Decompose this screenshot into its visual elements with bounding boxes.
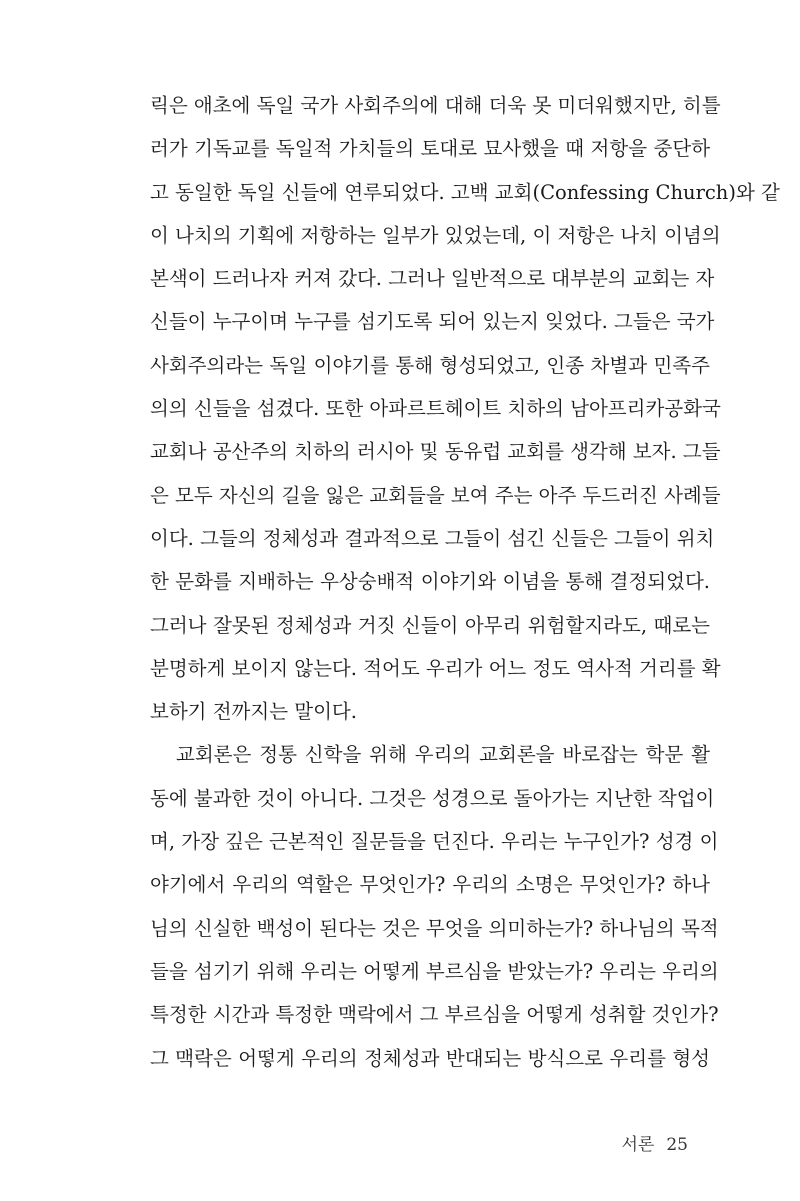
- page-footer: [622, 1130, 689, 1155]
- text-line: 의의 신들을 섬겼다. 또한 아파르트헤이트 치하의 남아프리카공화국: [150, 397, 721, 421]
- text-line: 고 동일한 독일 신들에 연루되었다. 고백 교회(Confessing Church)와 같: [150, 180, 780, 204]
- text-line: 본색이 드러나자 커져 갔다. 그러나 일반적으로 대부분의 교회는 자: [150, 267, 715, 291]
- text-line: 교회나 공산주의 치하의 러시아 및 동유럽 교회를 생각해 보자. 그들: [150, 440, 721, 464]
- page-number: 25: [666, 1135, 688, 1155]
- text-line: 이다. 그들의 정체성과 결과적으로 그들이 섬긴 신들은 그들이 위치: [150, 526, 715, 550]
- text-line: 러가 기독교를 독일적 가치들의 토대로 묘사했을 때 저항을 중단하: [150, 137, 710, 161]
- text-line: 분명하게 보이지 않는다. 적어도 우리가 어느 정도 역사적 거리를 확: [150, 656, 721, 680]
- text-line: 교회론은 정통 신학을 위해 우리의 교회론을 바로잡는 학문 활: [176, 743, 710, 767]
- text-line: 야기에서 우리의 역할은 무엇인가? 우리의 소명은 무엇인가? 하나: [150, 873, 710, 897]
- text-line: 그러나 잘못된 정체성과 거짓 신들이 아무리 위험할지라도, 때로는: [150, 613, 710, 637]
- body-text: [150, 84, 780, 1080]
- text-line: 특정한 시간과 특정한 맥락에서 그 부르심을 어떻게 성취할 것인가?: [150, 1003, 719, 1027]
- text-line: 그 맥락은 어떻게 우리의 정체성과 반대되는 방식으로 우리를 형성: [150, 1046, 710, 1070]
- text-line: 님의 신실한 백성이 된다는 것은 무엇을 의미하는가? 하나님의 목적: [150, 916, 719, 940]
- text-line: 사회주의라는 독일 이야기를 통해 형성되었고, 인종 차별과 민족주: [150, 353, 710, 377]
- text-line: 한 문화를 지배하는 우상숭배적 이야기와 이념을 통해 결정되었다.: [150, 570, 710, 594]
- text-line: 며, 가장 깊은 근본적인 질문들을 던진다. 우리는 누구인가? 성경 이: [150, 830, 719, 854]
- text-line: 동에 불과한 것이 아니다. 그것은 성경으로 돌아가는 지난한 작업이: [150, 786, 715, 810]
- text-line: 들을 섬기기 위해 우리는 어떻게 부르심을 받았는가? 우리는 우리의: [150, 959, 719, 983]
- running-head: 서론: [621, 1135, 655, 1155]
- text-line: 보하기 전까지는 말이다.: [150, 700, 357, 724]
- text-line: 릭은 애초에 독일 국가 사회주의에 대해 더욱 못 미더워했지만, 히틀: [150, 94, 721, 117]
- text-line: 이 나치의 기획에 저항하는 일부가 있었는데, 이 저항은 나치 이념의: [150, 223, 721, 247]
- text-line: 신들이 누구이며 누구를 섬기도록 되어 있는지 잊었다. 그들은 국가: [150, 310, 715, 334]
- text-line: 은 모두 자신의 길을 잃은 교회들을 보여 주는 아주 두드러진 사례들: [150, 483, 721, 507]
